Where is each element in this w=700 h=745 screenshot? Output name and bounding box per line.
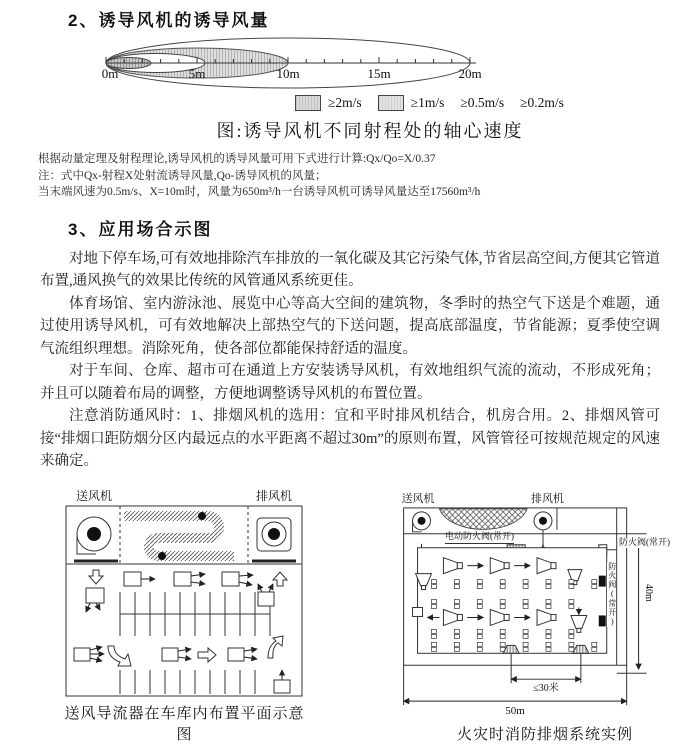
fire-damper-wall-label: 防火阀(常开) — [607, 561, 617, 627]
tick-15m: 15m — [367, 66, 391, 81]
jet-velocity-svg — [98, 33, 482, 93]
figure-garage-plan — [62, 488, 307, 744]
supply-fan-label: 送风机 — [401, 492, 435, 505]
legend-label-0p2ms: ≥0.2m/s — [520, 95, 564, 110]
supply-fan-label: 送风机 — [76, 488, 113, 503]
airflow-node-2 — [158, 552, 166, 560]
legend-item-1ms — [378, 95, 445, 111]
wall-inlet-box — [413, 607, 423, 616]
motor-fire-damper-label: 电动防火阀(常开) — [445, 532, 514, 544]
paragraph-fire-note: 注意消防通风时：1、排烟风机的选用：宜和平时排风机结合，机房合用。2、排烟风管可接“排烟口距防烟分区内最远点的水平距离不超过30m”的原则布置，风管管径可按规范规定的风速来确定。 — [40, 408, 660, 470]
legend-swatch-2ms — [295, 95, 321, 111]
note-line-1: 根据动量定理及射程理论,诱导风机的诱导风量可用下式进行计算:Qx/Qo=X/0.37 — [38, 153, 436, 165]
dim-30m-label: ≤30米 — [533, 682, 559, 694]
dim-40m-label: 40m — [643, 583, 654, 602]
airflow-node-1 — [198, 512, 206, 520]
garage-plan-caption: 送风导流器在车库内布置平面示意图 — [64, 705, 305, 743]
formula-notes — [38, 151, 668, 201]
paragraph-parking: 对地下停车场,可有效地排除汽车排放的一氧化碳及其它污染气体,节省层高空间,方便其它管道布置,通风换气的效果比传统的风管通风系统更佳。 — [40, 251, 660, 290]
legend-swatch-1ms — [378, 95, 404, 111]
exhaust-fan-icon — [257, 518, 291, 551]
tick-10m: 10m — [276, 66, 300, 81]
wall-damper-1 — [599, 575, 606, 586]
note-line-3: 当末端风速为0.5m/s、X=10m时，风量为650m³/h一台诱导风机可诱导风量达至17560m³/h — [38, 186, 481, 199]
jet-velocity-diagram — [98, 33, 482, 93]
tick-0m: 0m — [101, 66, 119, 81]
legend-item-2ms — [295, 95, 362, 111]
figure-row — [62, 488, 700, 744]
note-line-2: 注：式中Qx-射程X处射流诱导风量,Qo-诱导风机的风量； — [38, 169, 327, 182]
figure-fire-smoke-system — [395, 488, 695, 744]
legend-item-0p2ms — [520, 95, 564, 111]
exhaust-fan-icon — [534, 512, 552, 530]
jet-diagram-caption: 图:诱导风机不同射程处的轴心速度 — [216, 121, 524, 141]
exhaust-fan-label: 排风机 — [256, 488, 293, 503]
dim-50m-label: 50m — [505, 704, 525, 717]
garage-plan-svg — [62, 488, 307, 700]
velocity-legend — [295, 95, 700, 111]
legend-label-1ms: ≥1m/s — [410, 95, 445, 110]
fire-smoke-caption: 火灾时消防排烟系统实例 — [456, 726, 633, 743]
paragraph-workshop: 对于车间、仓库、超市可在通道上方安装诱导风机，有效地组织气流的流动，不形成死角；并且可以随着布局的调整，方便地调整诱导风机的布置位置。 — [40, 363, 660, 402]
section3-heading: 3、应用场合示图 — [68, 220, 213, 240]
section2-heading: 2、诱导风机的诱导风量 — [68, 11, 270, 30]
legend-item-0p5ms — [460, 95, 504, 111]
legend-label-0p5ms: ≥0.5m/s — [460, 95, 505, 110]
fire-damper-right-label: 防火阀(常开) — [619, 536, 670, 547]
tick-5m: 5m — [188, 66, 206, 81]
paragraph-stadium: 体育场馆、室内游泳池、展览中心等高大空间的建筑物，冬季时的热空气下送是个难题，通过使用诱导风机，可有效地解决上部热空气的下送问题，提高底部温度，节省能源；夏季使空调气流组织理想。消除死角，使各部位都能保持舒适的温度。 — [40, 295, 660, 357]
legend-label-2ms: ≥2m/s — [328, 95, 362, 110]
tick-20m: 20m — [458, 66, 482, 81]
exhaust-fan-label: 排风机 — [531, 492, 564, 505]
wall-damper-2 — [599, 615, 606, 626]
